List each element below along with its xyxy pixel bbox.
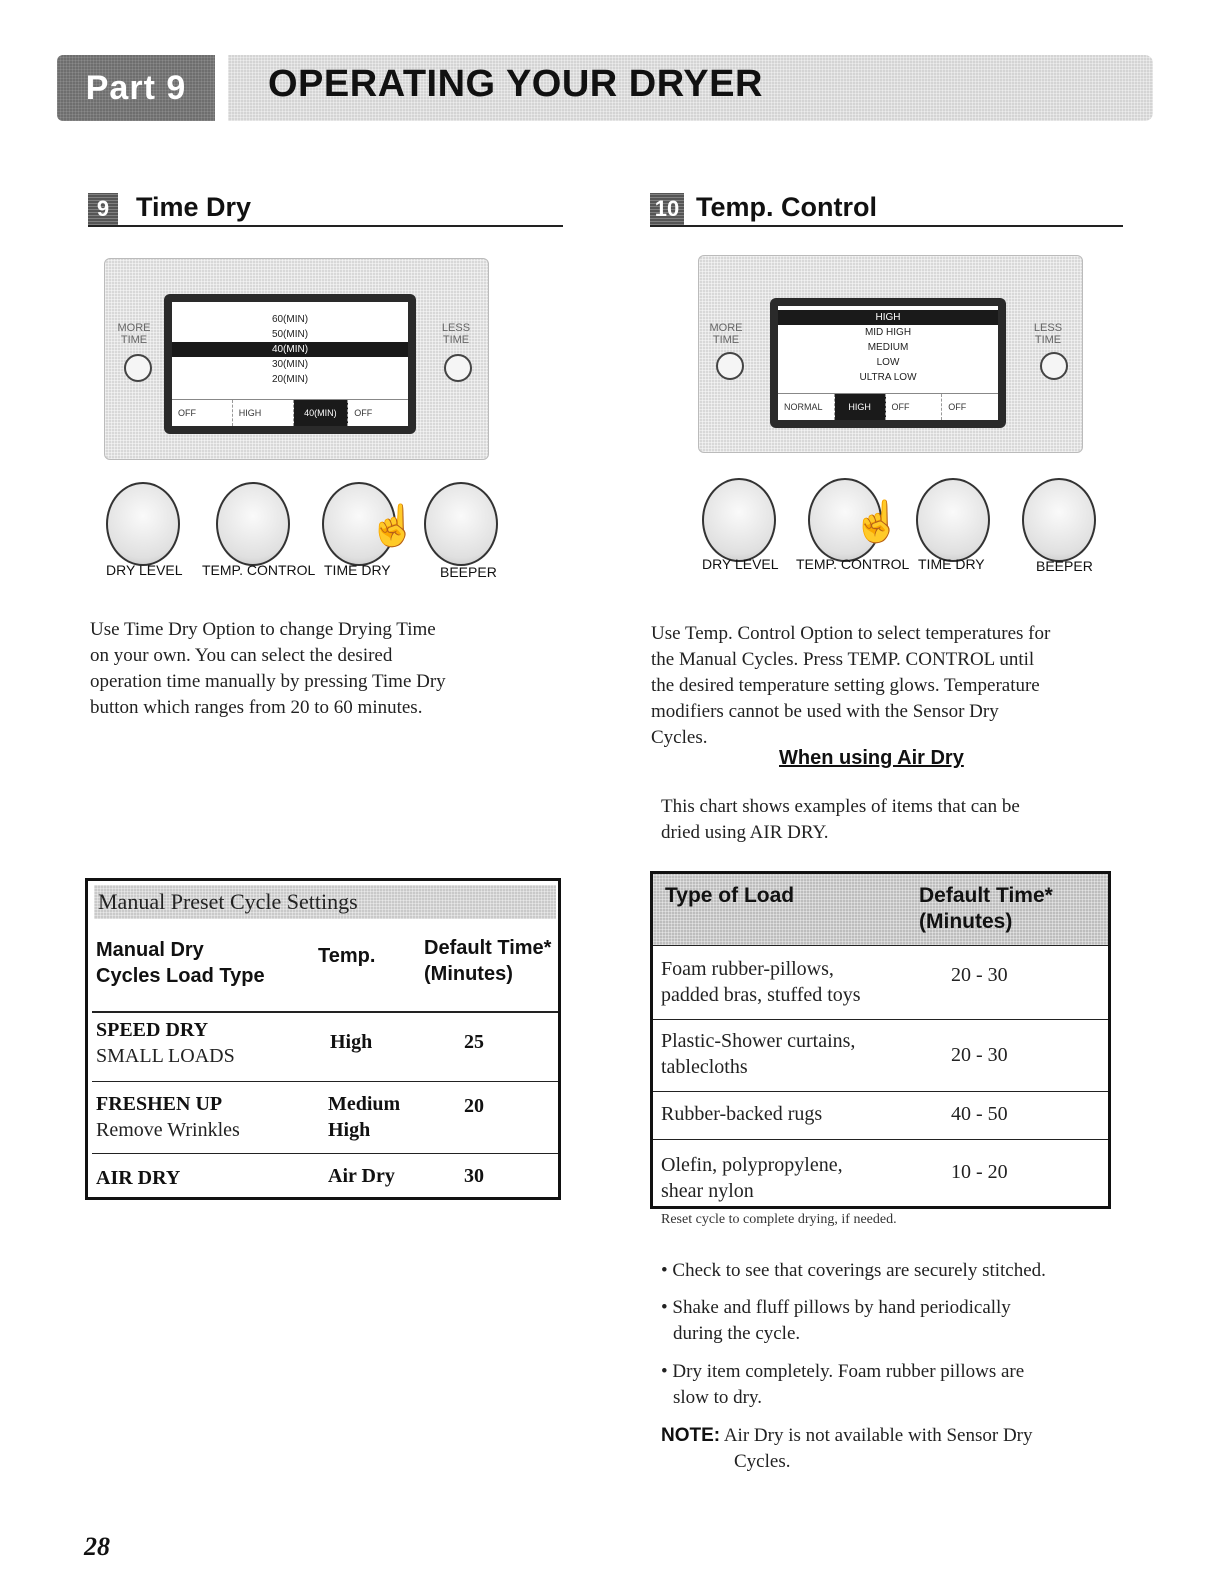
option-status: OFF	[172, 400, 233, 426]
option-status: OFF	[354, 408, 373, 418]
row-divider	[653, 1019, 1108, 1020]
less-time-label: LESS TIME	[441, 322, 471, 346]
air-dry-table	[650, 871, 1111, 1209]
temp-control-knob[interactable]	[216, 482, 290, 566]
option-status-selected: HIGH	[835, 394, 886, 420]
knob-label-dry-level: DRY LEVEL	[702, 556, 779, 572]
table-row: Plastic-Shower curtains, tablecloths	[661, 1030, 856, 1078]
time-option: 30(MIN)	[271, 359, 309, 370]
time-option: 60(MIN)	[271, 314, 309, 325]
option-status: OFF	[886, 394, 943, 420]
table-row: Rubber-backed rugs	[661, 1103, 823, 1125]
air-dry-heading: When using Air Dry	[779, 747, 964, 769]
temp-option: LOW	[876, 357, 900, 368]
beeper-knob[interactable]	[1022, 478, 1096, 562]
less-time-button[interactable]	[1040, 352, 1068, 380]
air-dry-intro: This chart shows examples of items that can be dried using AIR DRY.	[661, 796, 1020, 843]
dry-level-knob[interactable]	[106, 482, 180, 566]
knob-label-beeper: BEEPER	[1036, 558, 1093, 574]
temp-cell: Air Dry	[328, 1165, 395, 1187]
pointing-hand-icon: ☝	[852, 499, 902, 544]
table-row: Olefin, polypropylene, shear nylon	[661, 1154, 843, 1202]
less-time-button[interactable]	[444, 354, 472, 382]
table-footnote: Reset cycle to complete drying, if needed.	[661, 1212, 897, 1227]
page-title: OPERATING YOUR DRYER	[268, 63, 763, 105]
note-label: NOTE:	[661, 1425, 721, 1446]
column-header-temp: Temp.	[318, 945, 376, 967]
option-status: OFF	[948, 402, 967, 412]
column-header-default-time: Default Time* (Minutes)	[919, 884, 1053, 933]
dry-level-knob[interactable]	[702, 478, 776, 562]
less-time-label: LESS TIME	[1033, 322, 1063, 346]
section-number-badge: 10	[650, 193, 684, 225]
temp-option: ULTRA LOW	[859, 372, 917, 383]
more-time-button[interactable]	[716, 352, 744, 380]
time-cell: 20 - 30	[951, 964, 1008, 986]
list-item: • Shake and fluff pillows by hand periodically during the cycle.	[661, 1297, 1011, 1344]
option-status: NORMAL	[778, 394, 835, 420]
time-cell: 20	[464, 1095, 484, 1117]
table-row: SPEED DRY SMALL LOADS	[96, 1019, 235, 1067]
temp-control-description: Use Temp. Control Option to select temperatures for the Manual Cycles. Press TEMP. CONTROL until the desired temperature setting glows. Temperature modifiers cannot be used with the Sensor Dry Cycles.	[651, 623, 1051, 748]
option-status: HIGH	[233, 400, 294, 426]
section-title-time-dry: Time Dry	[136, 192, 252, 222]
row-divider	[92, 1011, 558, 1013]
time-cell: 30	[464, 1165, 484, 1187]
knob-label-temp-control: TEMP. CONTROL	[796, 556, 910, 572]
manual-preset-table	[85, 878, 561, 1200]
time-cell: 10 - 20	[951, 1161, 1008, 1183]
time-dry-knob[interactable]	[916, 478, 990, 562]
table-row: AIR DRY	[96, 1167, 181, 1189]
temp-option: MID HIGH	[864, 327, 912, 338]
knob-label-beeper: BEEPER	[440, 564, 497, 580]
column-header-default-time: Default Time* (Minutes)	[424, 937, 552, 985]
row-divider	[92, 1153, 558, 1154]
time-option: 20(MIN)	[271, 374, 309, 385]
row-divider	[653, 945, 1108, 946]
option-status-selected: 40(MIN)	[294, 400, 349, 426]
display-screen	[770, 298, 1006, 428]
section-divider	[650, 225, 1123, 227]
knob-label-dry-level: DRY LEVEL	[106, 562, 183, 578]
section-title-temp-control: Temp. Control	[696, 192, 877, 222]
list-item: • Check to see that coverings are securely stitched.	[661, 1260, 1046, 1281]
time-option-selected: 40(MIN)	[172, 342, 408, 357]
column-header-load-type: Manual Dry Cycles Load Type	[96, 939, 265, 987]
table-row: Foam rubber-pillows, padded bras, stuffed toys	[661, 958, 861, 1006]
table-row: FRESHEN UP Remove Wrinkles	[96, 1093, 240, 1141]
row-divider	[653, 1091, 1108, 1092]
column-header-type-of-load: Type of Load	[665, 884, 795, 907]
section-number-badge: 9	[88, 193, 118, 225]
temp-option-selected: HIGH	[778, 310, 998, 325]
knob-label-time-dry: TIME DRY	[324, 562, 391, 578]
time-cell: 25	[464, 1031, 484, 1053]
pointing-hand-icon: ☝	[368, 503, 418, 548]
time-cell: 20 - 30	[951, 1044, 1008, 1066]
knob-label-temp-control: TEMP. CONTROL	[202, 562, 316, 578]
row-divider	[92, 1081, 558, 1082]
part-badge: Part 9	[57, 55, 215, 121]
section-divider	[88, 225, 563, 227]
display-screen	[164, 294, 416, 434]
time-option: 50(MIN)	[271, 329, 309, 340]
time-cell: 40 - 50	[951, 1103, 1008, 1125]
time-dry-description: Use Time Dry Option to change Drying Time on your own. You can select the desired operation time manually by pressing Time Dry button which ranges from 20 to 60 minutes.	[90, 619, 446, 718]
option-status-row	[778, 393, 998, 420]
temp-cell: High	[330, 1031, 373, 1053]
more-time-label: MORE TIME	[117, 322, 151, 346]
beeper-knob[interactable]	[424, 482, 498, 566]
temp-option: MEDIUM	[867, 342, 909, 353]
row-divider	[653, 1139, 1108, 1140]
note: NOTE: Air Dry is not available with Sensor Dry Cycles.	[661, 1425, 1033, 1472]
more-time-label: MORE TIME	[709, 322, 743, 346]
option-status-row	[172, 399, 408, 426]
temp-cell: Medium High	[328, 1093, 401, 1141]
list-item: • Dry item completely. Foam rubber pillows are slow to dry.	[661, 1361, 1025, 1408]
page-number: 28	[84, 1532, 110, 1561]
more-time-button[interactable]	[124, 354, 152, 382]
knob-label-time-dry: TIME DRY	[918, 556, 985, 572]
table-title: Manual Preset Cycle Settings	[94, 885, 556, 919]
